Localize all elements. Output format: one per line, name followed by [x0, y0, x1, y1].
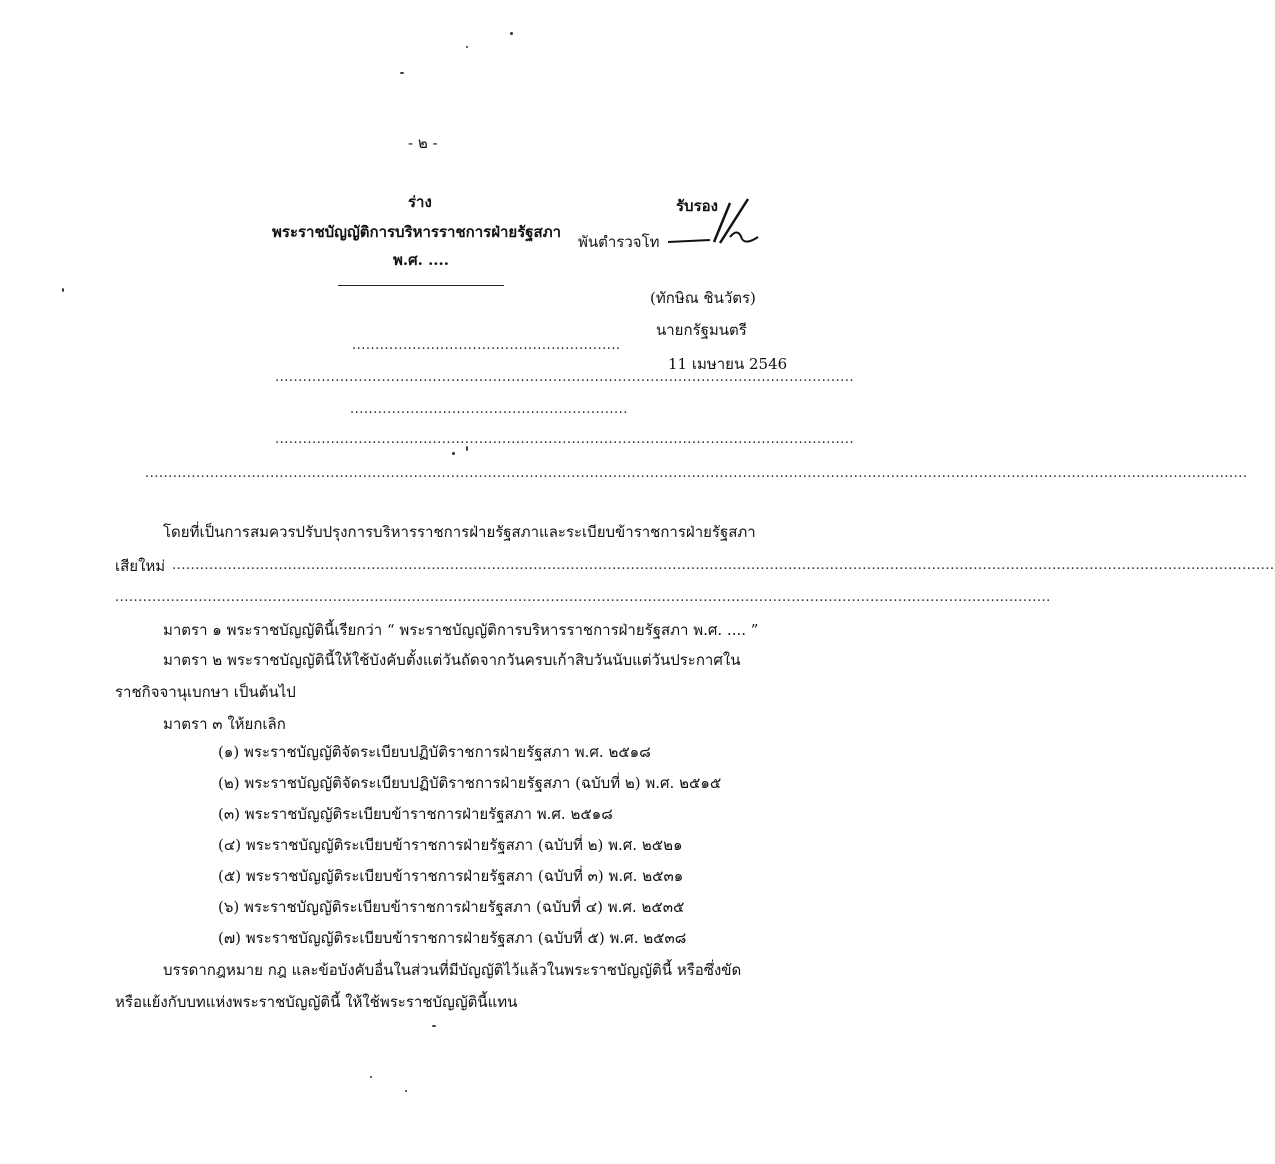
repealed-item-6: (๖) พระราชบัญญัติระเบียบข้าราชการฝ่ายรัฐสภา (ฉบับที่ ๔) พ.ศ. ๒๕๓๕	[218, 898, 685, 916]
scan-speck	[370, 1076, 372, 1078]
preamble-line-2: เสียใหม่	[115, 557, 166, 575]
scan-speck	[405, 1090, 407, 1092]
closing-line-2: หรือแย้งกับบทแห่งพระราชบัญญัตินี้ ให้ใช้พระราชบัญญัตินี้แทน	[115, 993, 518, 1011]
dotted-line: .............................................................................................................................	[275, 370, 855, 385]
section-2-line-1: มาตรา ๒ พระราชบัญญัตินี้ให้ใช้บังคับตั้งแต่วันถัดจากวันครบเก้าสิบวันนับแต่วันประกาศใน	[163, 651, 741, 669]
preamble-line-1: โดยที่เป็นการสมควรปรับปรุงการบริหารราชการฝ่ายรัฐสภาและระเบียบข้าราชการฝ่ายรัฐสภา	[163, 523, 756, 541]
repealed-item-7: (๗) พระราชบัญญัติระเบียบข้าราชการฝ่ายรัฐสภา (ฉบับที่ ๕) พ.ศ. ๒๕๓๘	[218, 929, 687, 947]
repealed-item-3: (๓) พระราชบัญญัติระเบียบข้าราชการฝ่ายรัฐสภา พ.ศ. ๒๕๑๘	[218, 805, 613, 823]
closing-line-1: บรรดากฎหมาย กฎ และข้อบังคับอื่นในส่วนที่มีบัญญัติไว้แล้วในพระราชบัญญัตินี้ หรือซึ่งขัด	[163, 961, 742, 979]
repealed-item-5: (๕) พระราชบัญญัติระเบียบข้าราชการฝ่ายรัฐสภา (ฉบับที่ ๓) พ.ศ. ๒๕๓๑	[218, 867, 684, 885]
dotted-line: .............................................................................................................................	[275, 432, 855, 447]
scan-speck	[62, 288, 64, 292]
scan-speck	[452, 452, 455, 455]
section-2-line-2: ราชกิจจานุเบกษา เป็นต้นไป	[115, 683, 296, 701]
act-title: พระราชบัญญัติการบริหารราชการฝ่ายรัฐสภา	[272, 223, 562, 241]
act-year: พ.ศ. ....	[393, 251, 449, 269]
endorser-rank: พันตำรวจโท	[578, 233, 660, 251]
dotted-line: ..........................................................................................................................................................................................................	[115, 590, 1051, 605]
approved-label: รับรอง	[676, 197, 718, 215]
dotted-line: ..........................................................	[352, 338, 621, 353]
signature	[660, 195, 770, 255]
repealed-item-4: (๔) พระราชบัญญัติระเบียบข้าราชการฝ่ายรัฐสภา (ฉบับที่ ๒) พ.ศ. ๒๕๒๑	[218, 836, 683, 854]
scan-speck	[466, 46, 468, 48]
repealed-item-2: (๒) พระราชบัญญัติจัดระเบียบปฏิบัติราชการฝ่ายรัฐสภา (ฉบับที่ ๒) พ.ศ. ๒๕๑๕	[218, 774, 722, 792]
page-number: - ๒ -	[408, 134, 438, 152]
scan-speck	[400, 72, 404, 74]
section-3: มาตรา ๓ ให้ยกเลิก	[163, 715, 286, 733]
dotted-line: ..............................................................................................................................................................................................................................................	[145, 466, 1248, 481]
title-underline	[338, 285, 504, 286]
repealed-item-1: (๑) พระราชบัญญัติจัดระเบียบปฏิบัติราชการฝ่ายรัฐสภา พ.ศ. ๒๕๑๘	[218, 743, 651, 761]
draft-label: ร่าง	[408, 193, 432, 211]
dotted-line: ..............................................................................................................................................................................................................................................	[172, 558, 1275, 573]
endorsement-date: 11 เมษายน 2546	[668, 355, 788, 373]
section-1: มาตรา ๑ พระราชบัญญัตินี้เรียกว่า “ พระราชบัญญัติการบริหารราชการฝ่ายรัฐสภา พ.ศ. .... ”	[163, 621, 759, 639]
scan-speck	[510, 32, 513, 35]
scan-speck	[432, 1025, 436, 1027]
dotted-line: ............................................................	[350, 402, 628, 417]
endorser-name: (ทักษิณ ชินวัตร)	[650, 289, 756, 307]
endorser-position: นายกรัฐมนตรี	[656, 321, 747, 339]
